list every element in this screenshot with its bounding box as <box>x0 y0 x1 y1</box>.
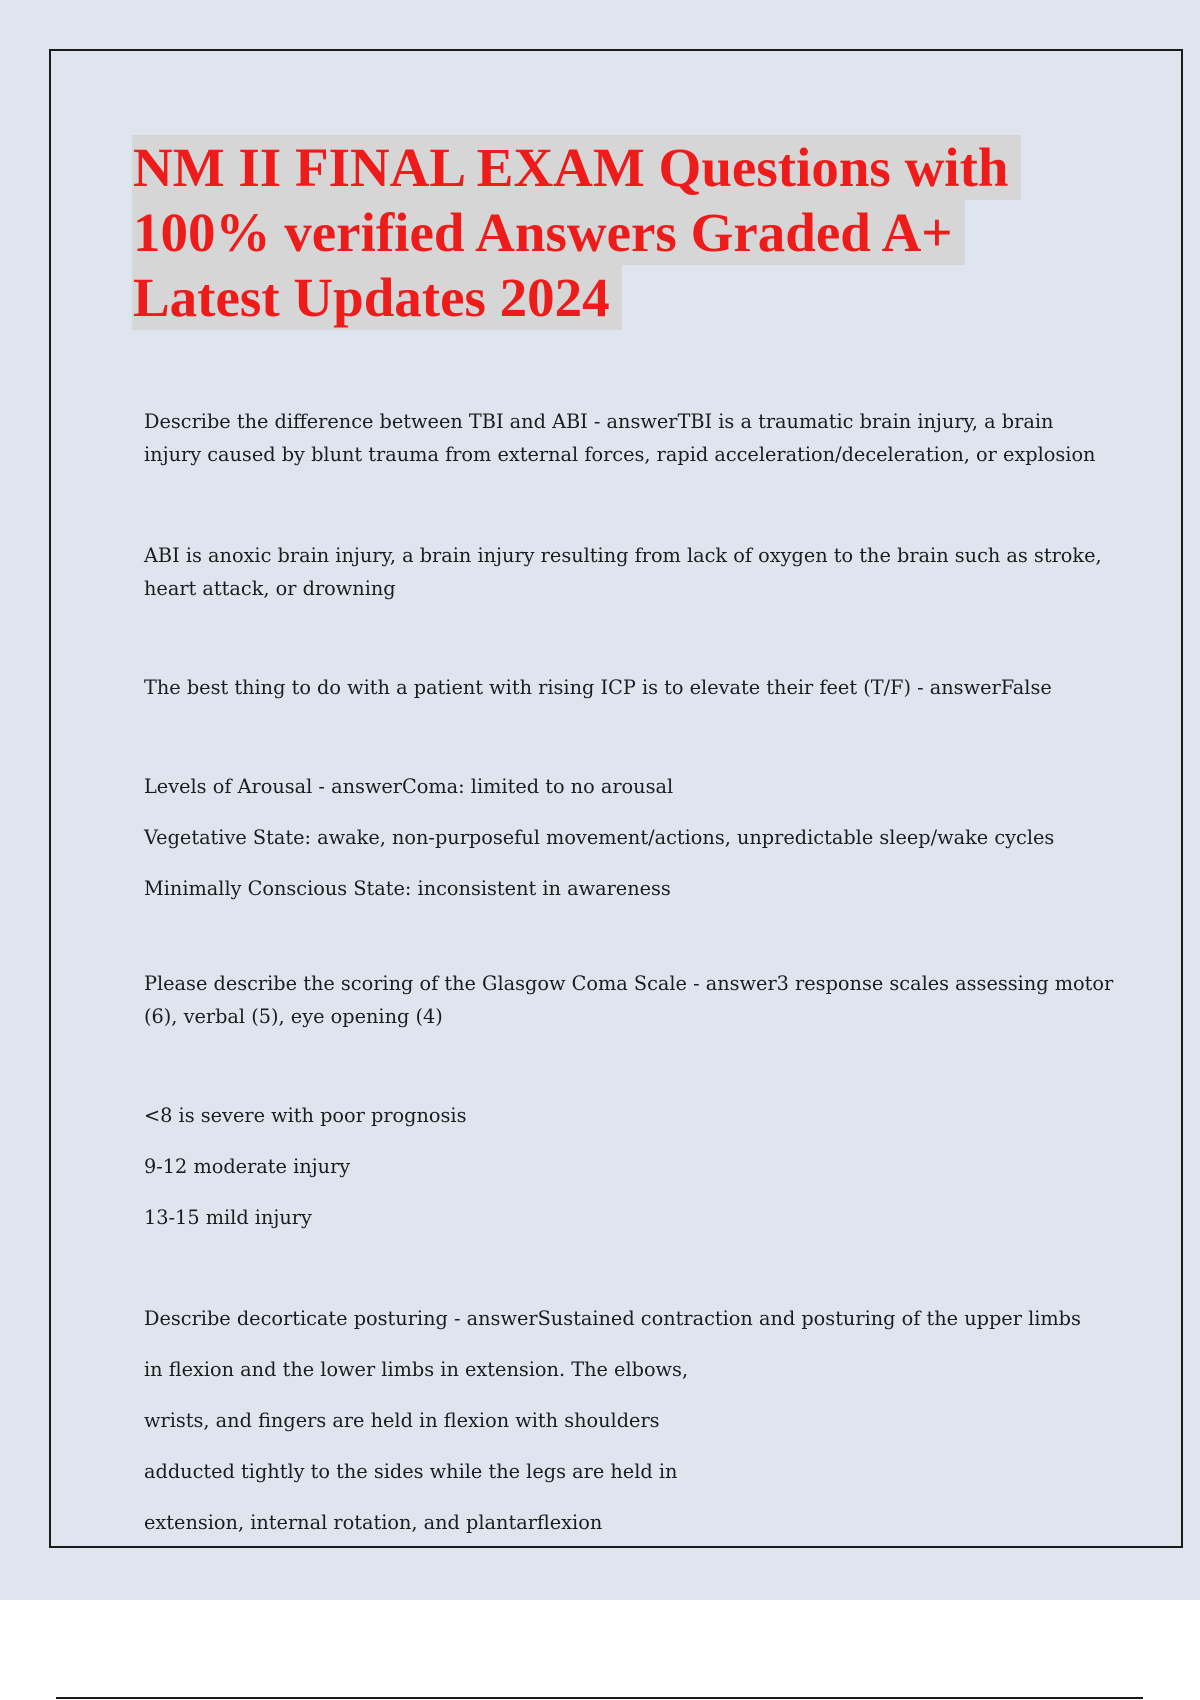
text-line: The best thing to do with a patient with rising ICP is to elevate their feet (T/F) - answerFalse <box>144 676 1052 699</box>
footer-divider <box>56 1697 1143 1699</box>
document-title <box>132 135 1021 330</box>
text-line: <8 is severe with poor prognosis <box>144 1104 467 1127</box>
spacer <box>144 1033 1144 1090</box>
text-line: Minimally Conscious State: inconsistent in awareness <box>144 877 671 900</box>
title-line: 100% verified Answers Graded A+ <box>132 200 965 265</box>
title-line: Latest Updates 2024 <box>132 265 622 330</box>
text-line: injury caused by blunt trauma from external forces, rapid acceleration/deceleration, or explosion <box>144 443 1096 466</box>
spacer <box>144 1243 1144 1293</box>
text-line: Levels of Arousal - answerComa: limited to no arousal <box>144 775 674 798</box>
gcs-ranges <box>144 1090 1144 1243</box>
text-line: 13-15 mild injury <box>144 1206 312 1229</box>
title-line: NM II FINAL EXAM Questions with <box>132 135 1021 200</box>
text-line: ABI is anoxic brain injury, a brain injury resulting from lack of oxygen to the brain such as stroke, <box>144 544 1102 567</box>
document-body <box>144 405 1144 1548</box>
text-line: Vegetative State: awake, non-purposeful movement/actions, unpredictable sleep/wake cycles <box>144 826 1055 849</box>
question-decorticate <box>144 1293 1144 1548</box>
text-line: wrists, and fingers are held in flexion with shoulders <box>144 1409 660 1432</box>
answer-abi <box>144 539 1144 605</box>
document-frame <box>49 49 1183 1548</box>
question-tbi-abi <box>144 405 1144 471</box>
text-line: Describe decorticate posturing - answerSustained contraction and posturing of the upper limbs <box>144 1307 1081 1330</box>
text-line: Please describe the scoring of the Glasgow Coma Scale - answer3 response scales assessing motor <box>144 972 1114 995</box>
spacer <box>144 605 1144 671</box>
spacer <box>144 471 1144 539</box>
text-line: adducted tightly to the sides while the legs are held in <box>144 1460 678 1483</box>
question-gcs <box>144 967 1144 1033</box>
text-line: heart attack, or drowning <box>144 577 396 600</box>
text-line: (6), verbal (5), eye opening (4) <box>144 1005 443 1028</box>
text-line: in flexion and the lower limbs in extension. The elbows, <box>144 1358 689 1381</box>
spacer <box>144 914 1144 967</box>
text-line: 9-12 moderate injury <box>144 1155 351 1178</box>
text-line: Describe the difference between TBI and ABI - answerTBI is a traumatic brain injury, a brain <box>144 410 1054 433</box>
text-line: extension, internal rotation, and plantarflexion <box>144 1511 603 1534</box>
question-icp <box>144 671 1144 704</box>
question-arousal <box>144 761 1144 914</box>
